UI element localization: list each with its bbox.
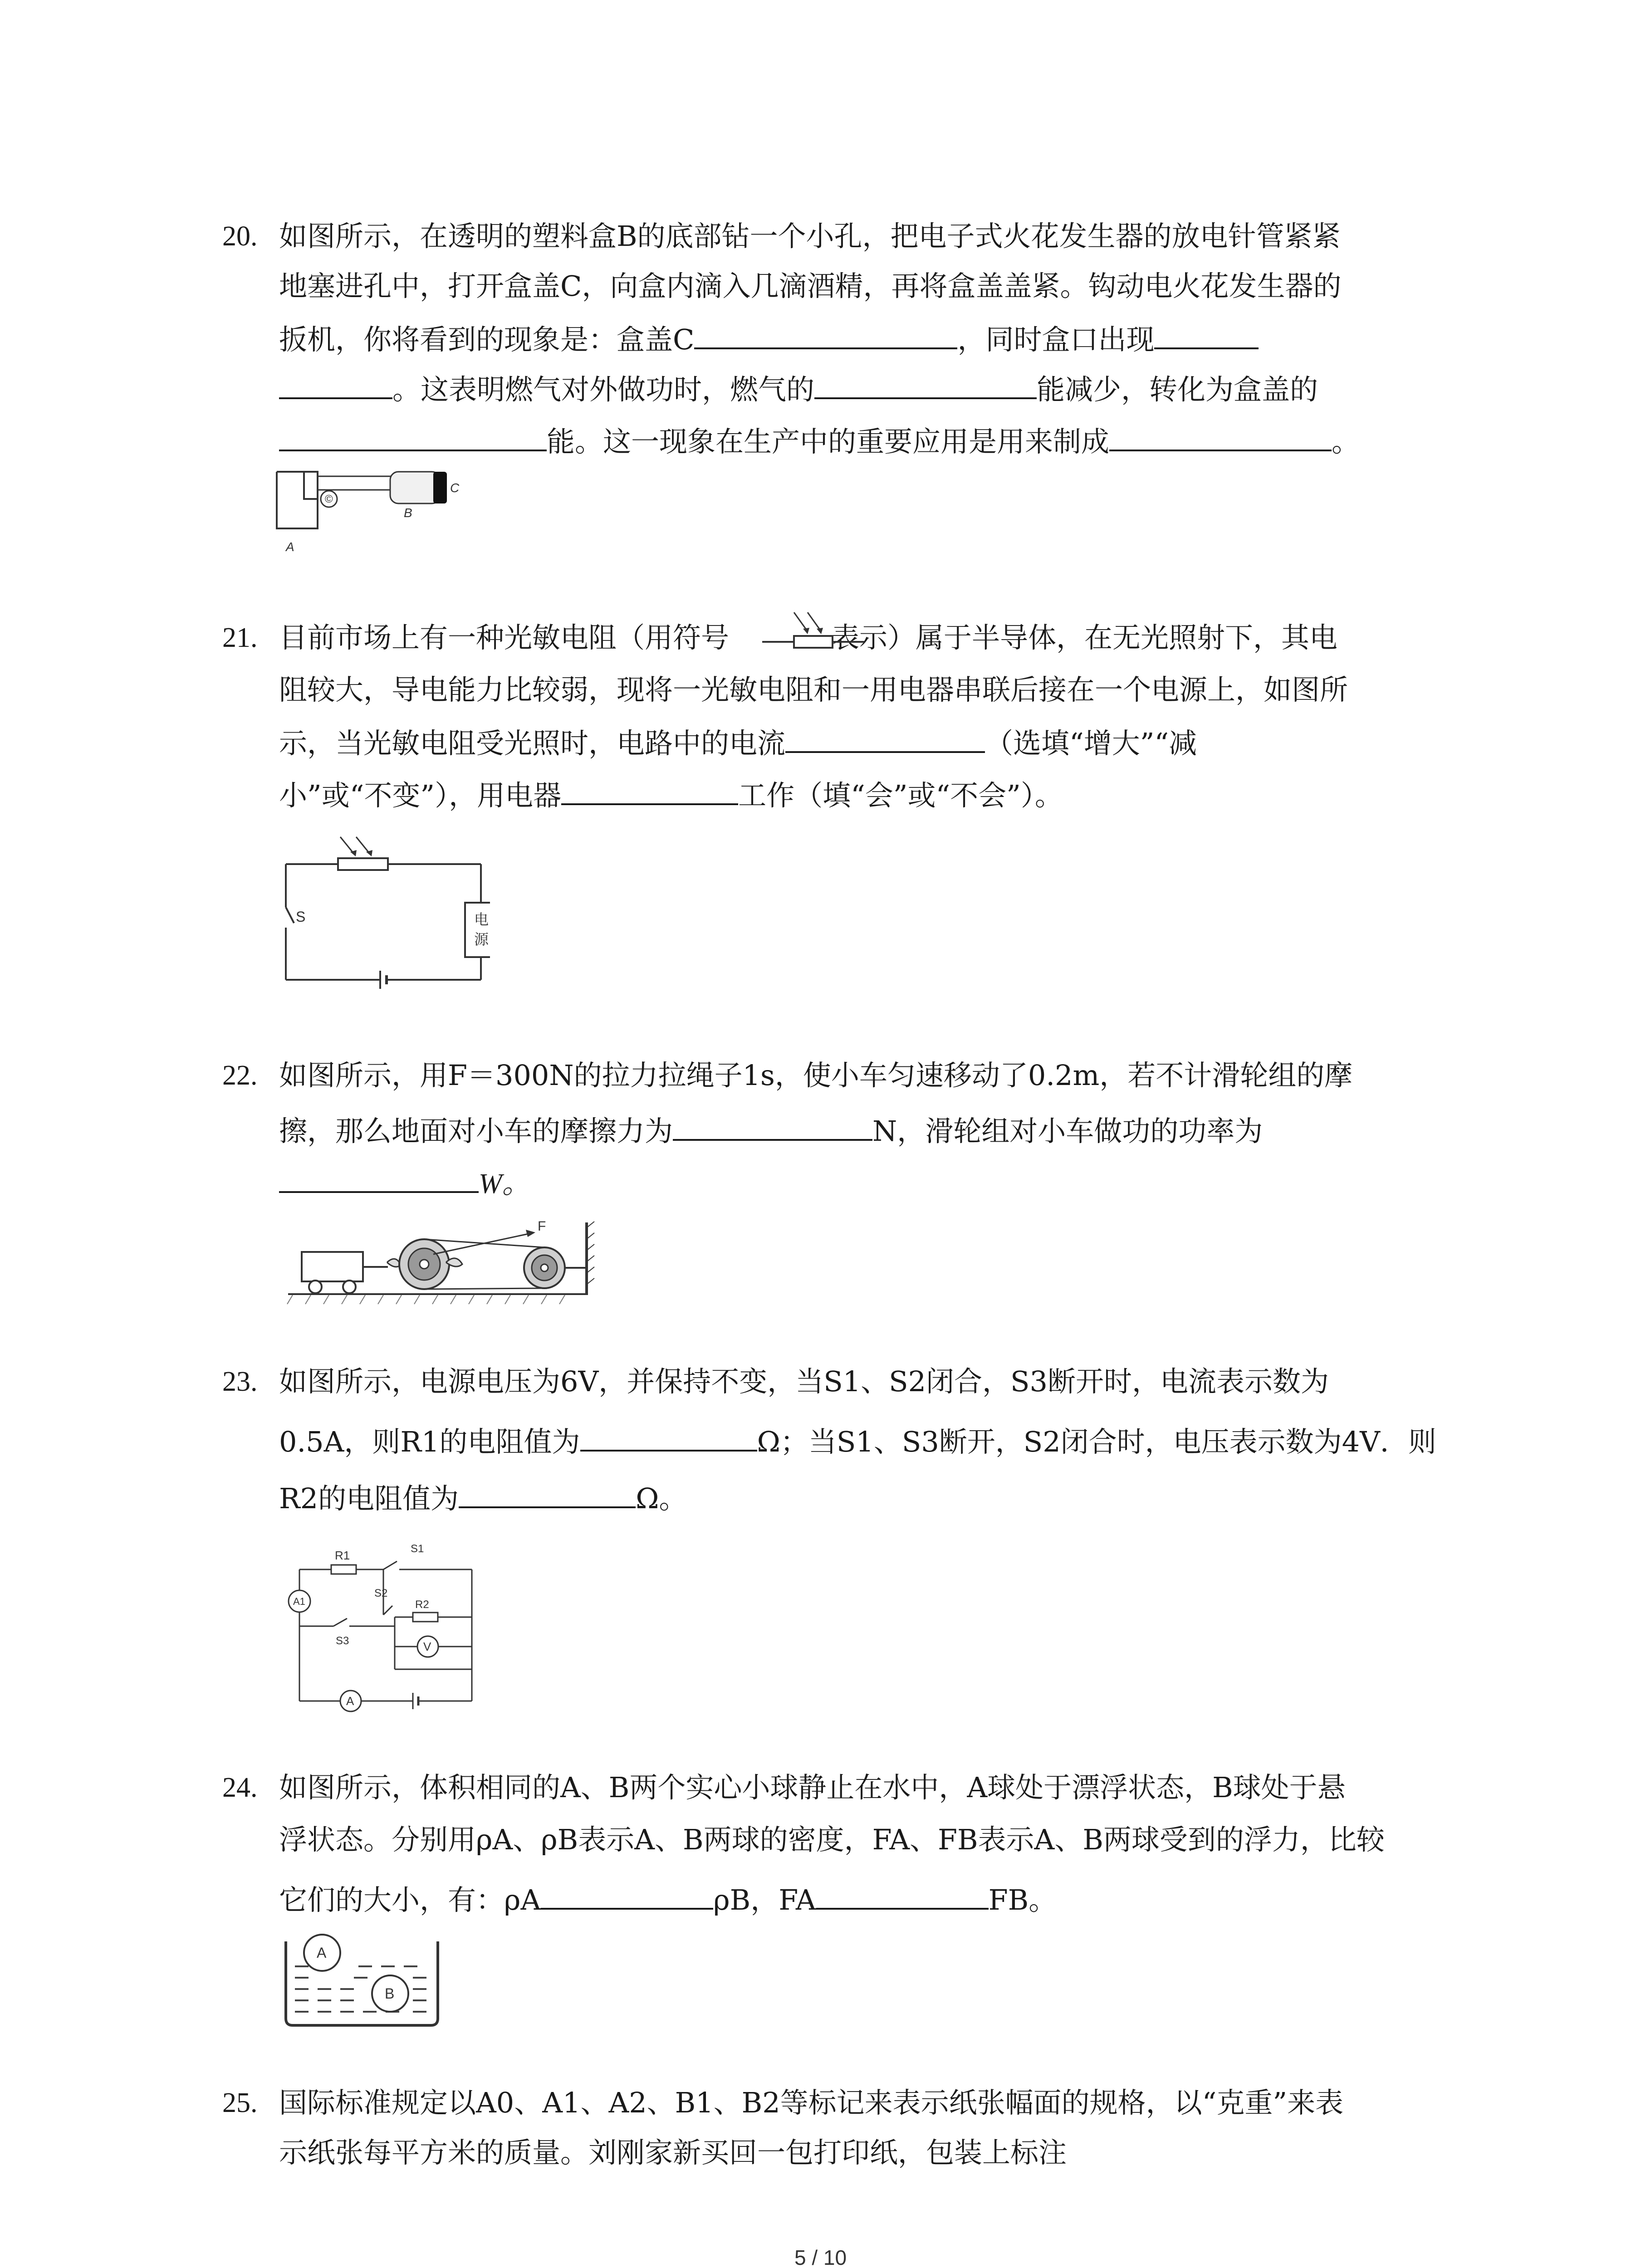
question-text: Ω；当S1、S3断开，S2闭合时，电压表示数为4V．则 — [757, 1425, 1436, 1458]
s3-label: S3 — [336, 1635, 349, 1647]
photoresistor-symbol — [762, 608, 871, 653]
switch-label: S — [296, 909, 306, 925]
question-text: 擦，那么地面对小车的摩擦力为 — [279, 1114, 673, 1148]
source-label: 电 — [474, 911, 489, 928]
question-text: 能减少，转化为盒盖的 — [1037, 373, 1318, 406]
ammeter-a-label: A — [346, 1694, 354, 1708]
page-number: 5 / 10 — [794, 2246, 847, 2268]
question-text: 能。这一现象在生产中的重要应用是用来制成 — [547, 425, 1110, 458]
question-text: W。 — [479, 1168, 530, 1199]
answer-blank[interactable] — [279, 372, 392, 399]
answer-blank[interactable] — [1109, 424, 1332, 451]
question-number: 21. — [222, 622, 258, 653]
answer-blank[interactable] — [541, 1882, 713, 1910]
question-text: 0.5A，则R1的电阻值为 — [279, 1425, 580, 1458]
question-text-line: 国际标准规定以A0、A1、A2、B1、B2等标记来表示纸张幅面的规格，以“克重”来表 — [279, 2086, 1344, 2119]
question-text: FB。 — [988, 1883, 1057, 1916]
answer-blank[interactable] — [816, 1882, 989, 1910]
three-switch-circuit-figure — [281, 1533, 490, 1715]
question-text: 示，当光敏电阻受光照时，电路中的电流 — [279, 727, 786, 760]
ball-b-label: B — [385, 1985, 395, 2002]
question-text: 表示）属于半导体，在无光照射下，其电 — [831, 621, 1338, 654]
question-text: 工作（填“会”或“不会”）。 — [738, 779, 1063, 812]
question-text: N，滑轮组对小车做功的功率为 — [872, 1114, 1263, 1148]
svg-text:©: © — [325, 493, 333, 505]
force-label: F — [538, 1219, 546, 1234]
question-text: ρB，FA — [713, 1883, 816, 1916]
question-text: 。 — [1332, 425, 1360, 458]
question-text-line: 地塞进孔中，打开盒盖C，向盒内滴入几滴酒精，再将盒盖盖紧。钩动电火花发生器的 — [279, 269, 1342, 303]
answer-blank[interactable] — [279, 1166, 479, 1193]
label-c: C — [450, 481, 460, 495]
photoresistor-circuit-figure — [281, 826, 490, 993]
question-number: 25. — [222, 2087, 258, 2118]
pulley-cart-figure — [284, 1209, 601, 1309]
question-text: 。这表明燃气对外做功时，燃气的 — [392, 373, 815, 406]
answer-blank[interactable] — [561, 778, 738, 805]
answer-blank[interactable] — [459, 1481, 636, 1508]
question-text-line: 如图所示，在透明的塑料盒B的底部钻一个小孔，把电子式火花发生器的放电针管紧紧 — [279, 220, 1341, 253]
answer-blank[interactable] — [814, 372, 1037, 399]
question-text-line: 如图所示，体积相同的A、B两个实心小球静止在水中，A球处于漂浮状态，B球处于悬 — [279, 1771, 1346, 1804]
question-text: Ω。 — [636, 1482, 687, 1515]
question-number: 22. — [222, 1060, 258, 1091]
question-number: 24. — [222, 1772, 258, 1803]
voltmeter-label: V — [423, 1640, 431, 1653]
question-text: ，同时盒口出现 — [957, 323, 1155, 356]
question-text: （选填“增大”“减 — [985, 727, 1197, 760]
question-text-line: 如图所示，用F＝300N的拉力拉绳子1s，使小车匀速移动了0.2m，若不计滑轮组的摩 — [279, 1059, 1353, 1092]
answer-blank[interactable] — [580, 1424, 757, 1452]
floating-balls-figure — [281, 1932, 445, 2032]
answer-blank[interactable] — [279, 424, 547, 451]
svg-text:源: 源 — [474, 931, 489, 948]
question-number: 20. — [222, 221, 258, 252]
question-text: 扳机，你将看到的现象是：盒盖C — [279, 323, 695, 356]
question-text: R2的电阻值为 — [279, 1482, 459, 1515]
question-text-line: 如图所示，电源电压为6V，并保持不变，当S1、S2闭合，S3断开时，电流表示数为 — [279, 1365, 1329, 1398]
ball-a-label: A — [317, 1945, 327, 1961]
question-text-line: 示纸张每平方米的质量。刘刚家新买回一包打印纸，包装上标注 — [279, 2136, 1067, 2169]
answer-blank[interactable] — [1154, 322, 1259, 349]
ammeter-a1-label: A1 — [293, 1596, 305, 1607]
answer-blank[interactable] — [785, 726, 985, 753]
question-text: 它们的大小，有：ρA — [279, 1883, 541, 1916]
question-text: 小”或“不变”），用电器 — [279, 779, 562, 812]
question-number: 23. — [222, 1366, 258, 1397]
answer-blank[interactable] — [694, 322, 957, 349]
spark-generator-figure — [272, 454, 508, 562]
answer-blank[interactable] — [673, 1114, 872, 1141]
label-a: A — [286, 540, 294, 554]
question-text-line: 浮状态。分别用ρA、ρB表示A、B两球的密度，FA、FB表示A、B两球受到的浮力，比较 — [279, 1823, 1385, 1856]
question-text: 目前市场上有一种光敏电阻（用符号 — [279, 621, 730, 654]
r2-label: R2 — [415, 1598, 429, 1611]
s1-label: S1 — [411, 1543, 424, 1555]
r1-label: R1 — [335, 1549, 350, 1562]
question-text-line: 阻较大，导电能力比较弱，现将一光敏电阻和一用电器串联后接在一个电源上，如图所 — [279, 673, 1348, 706]
s2-label: S2 — [374, 1587, 388, 1599]
label-b: B — [404, 506, 412, 520]
